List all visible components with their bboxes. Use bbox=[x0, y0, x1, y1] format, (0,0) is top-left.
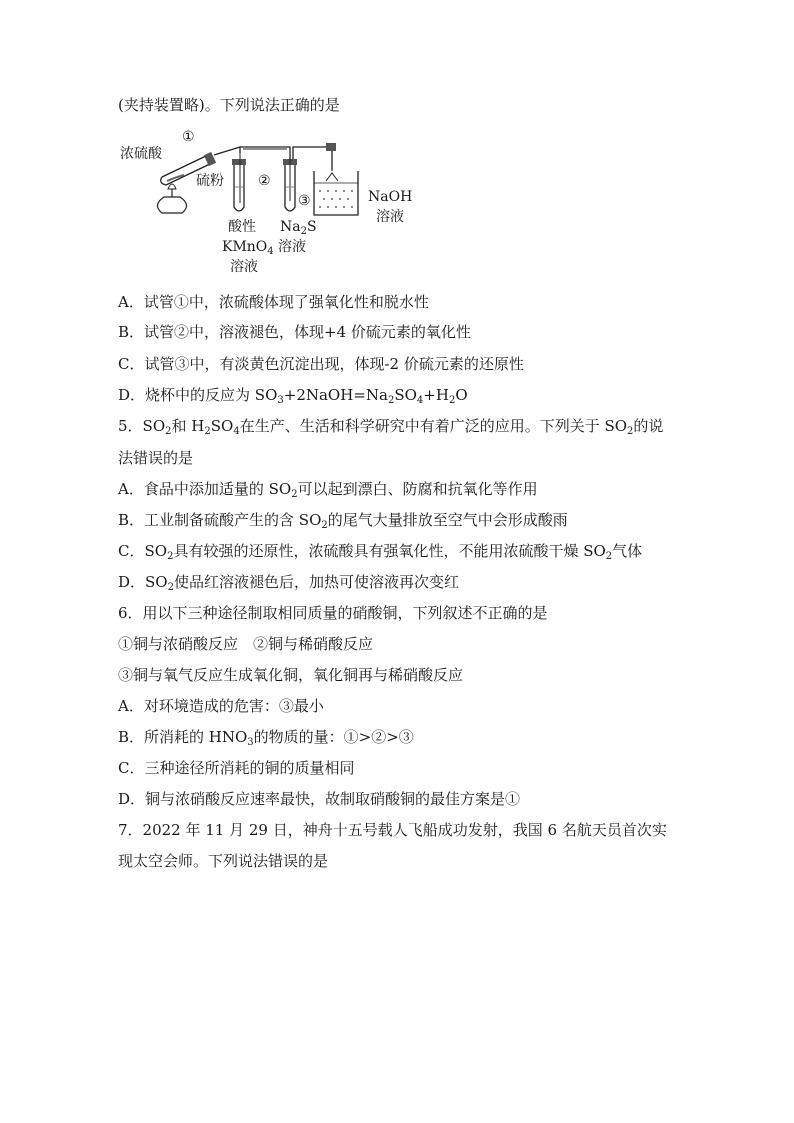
label-sulfur-powder: 硫粉 bbox=[196, 173, 224, 189]
stopper-2 bbox=[232, 159, 246, 165]
q4-option-b: B．试管②中，溶液褪色，体现+4 价硫元素的氧化性 bbox=[118, 323, 471, 341]
apparatus-diagram bbox=[120, 125, 440, 285]
q6-option-a: A．对环境造成的危害：③最小 bbox=[118, 697, 324, 715]
stopper-1 bbox=[204, 152, 216, 166]
label-naoh-solution: 溶液 bbox=[376, 209, 404, 225]
apparatus-drawing bbox=[140, 125, 440, 285]
q4-option-c: C．试管③中，有淡黄色沉淀出现，体现-2 价硫元素的还原性 bbox=[118, 355, 524, 373]
q7-stem-line2: 现太空会师。下列说法错误的是 bbox=[118, 852, 329, 870]
q4-intro: (夹持装置略)。下列说法正确的是 bbox=[118, 96, 340, 114]
q5-option-b: B．工业制备硫酸产生的含 $SO_2$的尾气大量排放至空气中会形成酸雨 bbox=[118, 511, 568, 531]
q7-stem-line1: 7．2022 年 11 月 29 日，神舟十五号载人飞船成功发射，我国 6 名航天员首次实 bbox=[118, 821, 667, 839]
q5-option-a: A．食品中添加适量的 $SO_2$可以起到漂白、防腐和抗氧化等作用 bbox=[118, 480, 538, 500]
label-acidic: 酸性 bbox=[228, 219, 256, 235]
label-circle-1: ① bbox=[182, 129, 195, 145]
q5-stem-line2: 法错误的是 bbox=[118, 449, 194, 467]
q6-option-c: C．三种途径所消耗的铜的质量相同 bbox=[118, 759, 355, 777]
label-naoh: NaOH bbox=[368, 189, 413, 205]
q6-option-b: B．所消耗的 $HNO_3$的物质的量：①>②>③ bbox=[118, 728, 414, 748]
q5-option-c: C．$SO_2$具有较强的还原性，浓硫酸具有强氧化性，不能用浓硫酸干燥 $SO_2$气体 bbox=[118, 542, 643, 562]
q4-option-d: D．烧杯中的反应为 $SO_3+2NaOH=Na_2SO_4+H_2O$ bbox=[118, 386, 468, 406]
label-kmno4: KMnO$_4$ bbox=[222, 239, 274, 257]
q5-option-d: D．$SO_2$使品红溶液褪色后，加热可使溶液再次变红 bbox=[118, 573, 459, 593]
label-na2s-solution: 溶液 bbox=[278, 239, 306, 255]
q6-stem: 6．用以下三种途径制取相同质量的硝酸铜，下列叙述不正确的是 bbox=[118, 604, 548, 622]
label-conc-sulfuric-acid: 浓硫酸 bbox=[120, 146, 162, 162]
alcohol-lamp-shape bbox=[157, 197, 186, 213]
q5-stem: 5．$SO_2$和 $H_2SO_4$在生产、生活和科学研究中有着广泛的应用。下列关于 $SO_2$的说 bbox=[118, 417, 664, 437]
q6-routes-1: ①铜与浓硝酸反应 ②铜与稀硝酸反应 bbox=[118, 635, 374, 653]
label-na2s: $Na_2S$ bbox=[280, 219, 317, 237]
label-circle-2: ② bbox=[258, 173, 271, 189]
label-kmno4-solution: 溶液 bbox=[230, 259, 258, 275]
label-circle-3: ③ bbox=[298, 193, 311, 209]
q6-routes-2: ③铜与氧气反应生成氧化铜，氧化铜再与稀硝酸反应 bbox=[118, 666, 464, 684]
q4-option-a: A．试管①中，浓硫酸体现了强氧化性和脱水性 bbox=[118, 293, 429, 311]
q6-option-d: D．铜与浓硝酸反应速率最快，故制取硝酸铜的最佳方案是① bbox=[118, 790, 521, 808]
